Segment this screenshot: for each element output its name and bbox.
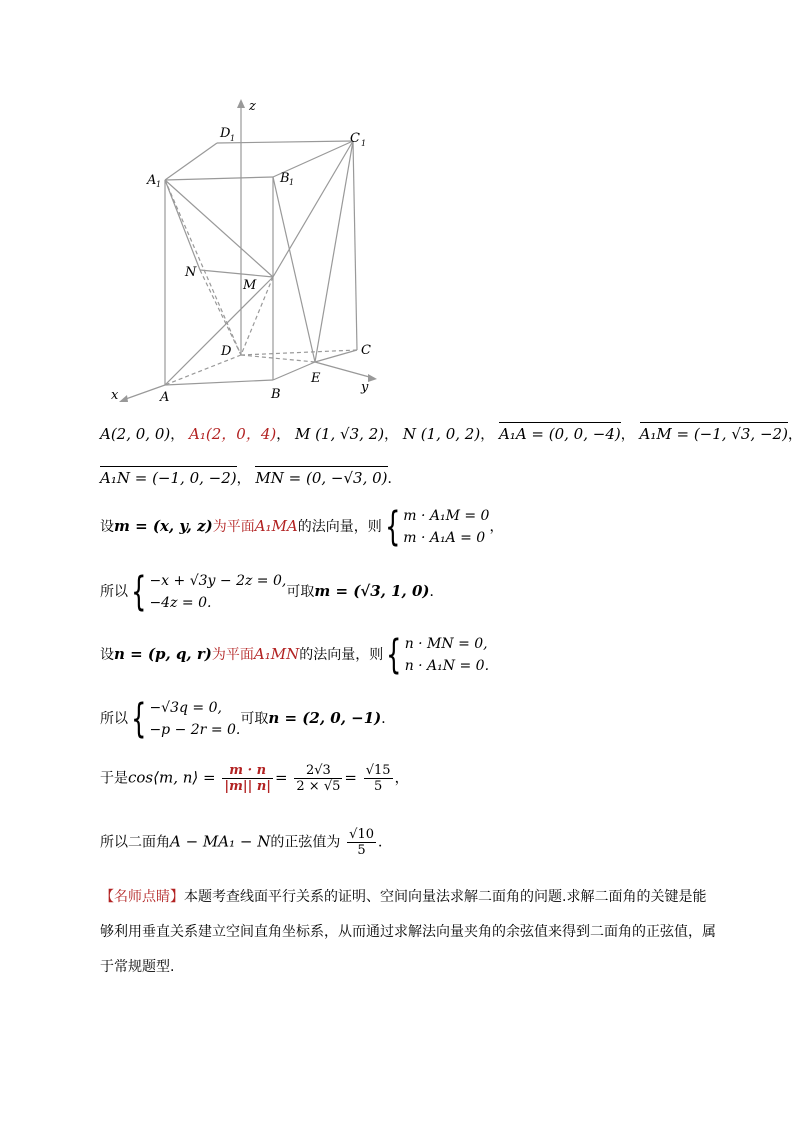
vector-A1A: A₁A = (0, 0, −4): [498, 425, 621, 443]
text: 于是: [100, 770, 128, 787]
label-D: D: [221, 344, 232, 359]
text: 设: [100, 519, 114, 535]
label-z: z: [249, 99, 256, 114]
cosine: cos⟨m, n⟩ =: [128, 768, 216, 787]
vector-MN: MN = (0, −√3, 0): [255, 469, 388, 487]
plane-A1MN: A₁MN: [253, 645, 300, 663]
equals: =: [344, 768, 357, 787]
text: 所以二面角: [100, 834, 170, 851]
step-2: [100, 570, 444, 614]
prism-figure: [105, 95, 395, 410]
text: 的法向量，则: [299, 647, 384, 663]
text: ，: [489, 519, 504, 535]
text: 所以: [100, 711, 128, 727]
equation: n · A₁N = 0.: [404, 658, 490, 674]
end-mark: ．: [377, 834, 392, 851]
label-D1: D: [220, 126, 231, 141]
label-E: E: [311, 371, 321, 386]
coord-A1: A₁(2，0，4): [189, 425, 277, 443]
text: 可取: [286, 584, 315, 600]
system: [149, 570, 286, 614]
equation: m · A₁A = 0: [403, 530, 486, 546]
comment-tag: 【名师点睛】: [100, 889, 184, 905]
step-4: [100, 697, 395, 741]
label-A: A: [160, 390, 170, 405]
label-C: C: [361, 343, 371, 358]
equation: n · MN = 0,: [404, 636, 488, 652]
label-N: N: [185, 265, 197, 280]
system: [403, 505, 489, 549]
label-B1-sub: 1: [289, 178, 295, 187]
coord-A: A(2, 0, 0): [100, 425, 171, 443]
fraction: [347, 827, 376, 858]
numerator: 2√3: [294, 763, 342, 779]
coord-N: N (1, 0, 2): [402, 425, 481, 443]
denominator: 2 × √5: [296, 779, 341, 794]
sep: ，: [236, 471, 251, 487]
denominator: 5: [357, 843, 366, 858]
label-B: B: [271, 387, 281, 402]
plane-A1MA: A₁MA: [254, 517, 298, 535]
coords-line-1: [100, 423, 802, 444]
fraction: [364, 763, 393, 794]
equation: −√3q = 0,: [149, 700, 222, 716]
brace: {: [131, 569, 147, 615]
equals: =: [275, 768, 288, 787]
equation: m · A₁M = 0: [403, 508, 490, 524]
dihedral-angle: A − MA₁ − N: [170, 832, 271, 851]
teacher-comment: [100, 880, 720, 985]
brace: {: [386, 632, 402, 678]
label-D1-sub: 1: [230, 134, 236, 143]
end-mark: ．: [381, 711, 396, 727]
text: 可取: [240, 711, 269, 727]
label-M: M: [243, 278, 257, 293]
denominator: |m|| n|: [224, 779, 272, 794]
label-y: y: [361, 380, 369, 395]
brace: {: [384, 504, 401, 550]
m-result: m = (√3, 1, 0): [314, 582, 430, 600]
text: 的法向量，则: [297, 519, 382, 535]
text: 为平面: [212, 519, 255, 535]
sep: ，: [384, 427, 399, 443]
label-B1: B: [280, 171, 290, 186]
sep: ，: [170, 427, 185, 443]
sep: ，: [787, 427, 802, 443]
sep: ，: [620, 427, 635, 443]
label-x: x: [111, 388, 119, 403]
coord-M: M (1, √3, 2): [295, 425, 385, 443]
vector-A1M: A₁M = (−1, √3, −2): [639, 425, 788, 443]
text: 为平面: [211, 647, 254, 663]
n-result: n = (2, 0, −1): [268, 709, 382, 727]
denominator: 5: [374, 779, 383, 794]
n-definition: n = (p, q, r): [114, 645, 212, 663]
coords-line-2: [100, 468, 402, 488]
numerator: √15: [365, 763, 391, 778]
m-definition: m = (x, y, z): [114, 517, 213, 535]
label-C1-sub: 1: [361, 139, 367, 148]
sep: ，: [276, 427, 291, 443]
step-3: [100, 633, 489, 677]
equation: −x + √3y − 2z = 0,: [149, 573, 287, 589]
fraction: [294, 763, 342, 794]
label-A1: A: [147, 173, 157, 188]
end-mark: ．: [387, 471, 402, 487]
numerator: √10: [349, 827, 374, 842]
fraction: [222, 763, 273, 794]
equation: −p − 2r = 0.: [149, 722, 241, 738]
text: 所以: [100, 584, 128, 600]
step-6: [100, 827, 392, 858]
end-mark: ．: [429, 584, 444, 600]
step-1: [100, 505, 503, 549]
sep: ，: [480, 427, 495, 443]
text: 的正弦值为: [270, 834, 341, 851]
system: [405, 633, 489, 677]
equation: −4z = 0.: [149, 595, 212, 611]
text: 设: [100, 647, 114, 663]
comment-text: 本题考查线面平行关系的证明、空间向量法求解二面角的问题.求解二面角的关键是能够利用垂直关系建立空间直角坐标系，从而通过求解法向量夹角的余弦值来得到二面角的正弦值，属于常规题型.: [100, 889, 716, 975]
brace: {: [131, 696, 147, 742]
numerator: m · n: [222, 763, 273, 779]
label-C1: C: [350, 131, 360, 146]
label-A1-sub: 1: [156, 180, 162, 189]
end-mark: ，: [394, 770, 409, 787]
step-5: [100, 763, 409, 794]
vector-A1N: A₁N = (−1, 0, −2): [100, 469, 237, 487]
system: [149, 697, 240, 741]
